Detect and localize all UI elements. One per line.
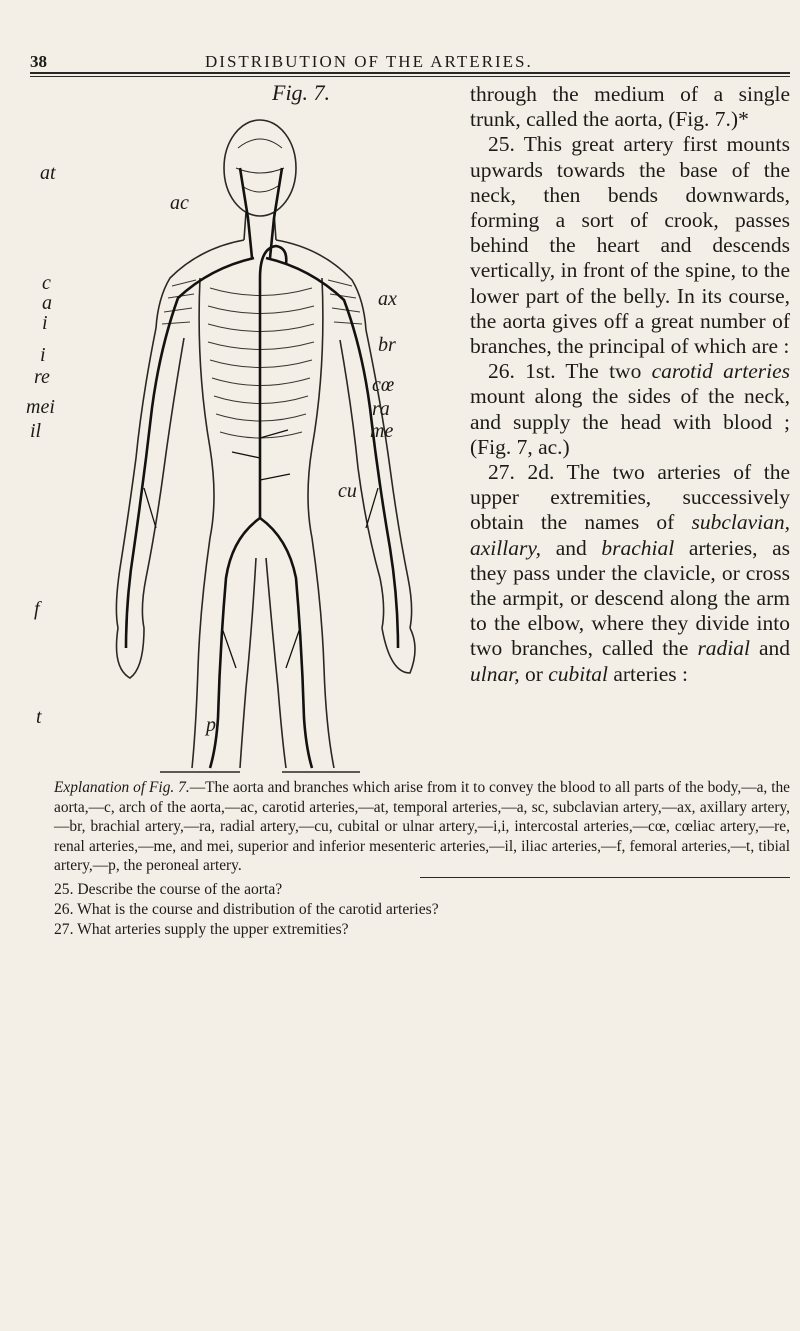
paragraph-27-post: arteries, as they pass under the clavicle, or cross the armpit, or descend along the arm to the elbow, where they divide into two branches, called the xyxy=(470,535,791,661)
label-f: f xyxy=(34,598,40,620)
paragraph-27-number: 27. 2d. xyxy=(488,460,555,485)
header-rule-thin xyxy=(30,76,790,77)
header-rule xyxy=(30,72,790,74)
label-ra: ra xyxy=(372,398,390,420)
term-carotid: carotid arteries xyxy=(651,359,790,384)
term-cubital: cubital xyxy=(548,661,608,686)
paragraph-26-pre: The two xyxy=(565,359,642,384)
paragraph-26-number: 26. 1st. xyxy=(488,359,556,384)
term-brachial: brachial xyxy=(601,535,675,560)
figure-explanation xyxy=(54,778,790,876)
explanation-body: —The aorta and branches which arise from it to convey the blood to all parts of the body,—a, the aorta,—c, arch of the aorta,—ac, carotid arteries,—at, temporal arteries,—a, sc, subclavian artery,—ax, axillary artery,—br, brachial artery,—ra, radial artery,—cu, cubital or ulnar artery,—i,i, intercostal arteries,—cœ, cœliac artery,—re, renal arteries,—me, and mei, superior and inferior mesenteric arteries,—il, iliac arteries,—f, femoral arteries,—t, tibial artery,—p, the peroneal artery. xyxy=(54,779,790,875)
page-number: 38 xyxy=(30,52,47,71)
paragraph-27-mid: and xyxy=(555,535,587,560)
label-p: p xyxy=(206,714,216,736)
paragraph-26 xyxy=(470,359,790,460)
paragraph-27-and: and xyxy=(758,636,791,661)
label-mei: mei xyxy=(26,396,55,418)
arterial-system-illustration xyxy=(60,108,460,776)
question-27: 27. What arteries supply the upper extremities? xyxy=(54,921,349,938)
term-axillary: axillary, xyxy=(470,535,542,560)
label-me: me xyxy=(370,420,394,442)
paragraph-26-post: mount along the sides of the neck, and supply the head with blood ; (Fig. 7, ac.) xyxy=(470,384,790,459)
label-il: il xyxy=(30,420,42,442)
label-at: at xyxy=(40,162,56,184)
label-i-upper: i xyxy=(42,312,48,334)
paragraph-25-number: 25. xyxy=(488,132,515,157)
paragraph-27-pre: The two arteries of the upper extremities, successively obtain the names of xyxy=(470,460,790,535)
label-cu: cu xyxy=(338,480,357,502)
body-text-column xyxy=(470,82,790,687)
paragraph-25-text: This great artery first mounts upwards towards the base of the neck, then bends downwards, forming a sort of crook, passes behind the heart and descends vertically, in front of the spine, to the lower part of the belly. In its course, the aorta gives off a great number of branches, the principal of which are : xyxy=(470,132,790,359)
paragraph-intro: through the medium of a single trunk, called the aorta, (Fig. 7.)* xyxy=(470,82,790,132)
questions-rule xyxy=(420,877,790,878)
label-t: t xyxy=(36,706,42,728)
term-subclavian: subclavian, xyxy=(691,510,790,535)
label-ac: ac xyxy=(170,192,189,214)
label-coe: cœ xyxy=(372,374,395,396)
label-a: a xyxy=(42,292,52,314)
arterial-figure xyxy=(60,108,460,776)
page-header xyxy=(30,52,790,78)
paragraph-27-end: arteries : xyxy=(613,661,688,686)
question-25: 25. Describe the course of the aorta? xyxy=(54,881,283,898)
label-br: br xyxy=(378,334,396,356)
paragraph-27-or: or xyxy=(524,661,543,686)
paragraph-27 xyxy=(470,460,790,687)
label-c: c xyxy=(42,272,51,294)
running-title: DISTRIBUTION OF THE ARTERIES. xyxy=(205,52,533,71)
review-questions xyxy=(54,880,790,940)
label-i-lower: i xyxy=(40,344,46,366)
label-re: re xyxy=(34,366,50,388)
figure-caption: Fig. 7. xyxy=(272,80,331,105)
question-26: 26. What is the course and distribution of the carotid arteries? xyxy=(54,901,439,918)
paragraph-25 xyxy=(470,132,790,359)
explanation-lead: Explanation of Fig. 7. xyxy=(54,779,190,796)
term-radial: radial xyxy=(697,636,751,661)
term-ulnar: ulnar, xyxy=(470,661,520,686)
label-ax: ax xyxy=(378,288,397,310)
